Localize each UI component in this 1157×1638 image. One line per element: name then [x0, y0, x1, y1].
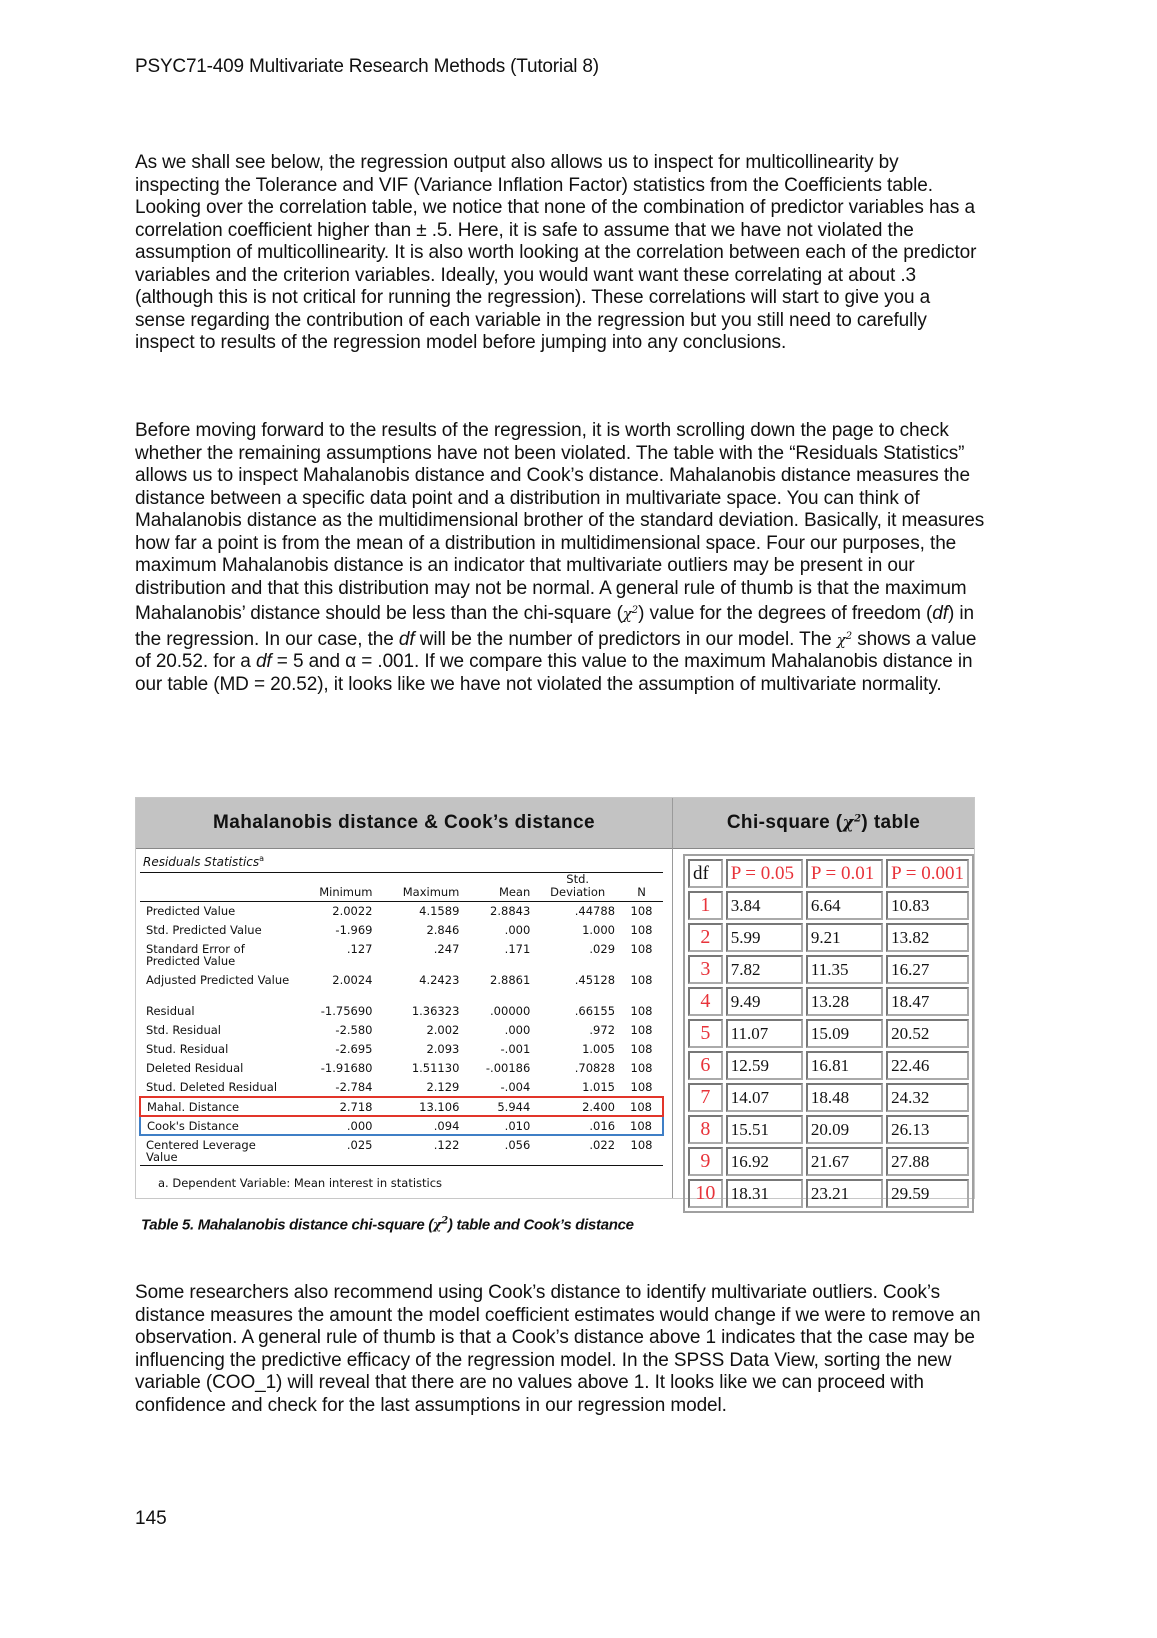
- table-header-row: [140, 873, 663, 902]
- cell-mean: 2.8843: [490, 904, 531, 918]
- cell-p05: 14.07: [726, 1083, 803, 1112]
- cell-n: 108: [630, 1137, 653, 1152]
- df-term: df: [255, 651, 272, 672]
- cell-mean: .056: [504, 1137, 531, 1152]
- cell-max: .122: [433, 1137, 460, 1152]
- cell-df: 7: [688, 1083, 723, 1112]
- paragraph-cooks-distance: Some researchers also recommend using Cook’s distance to identify multivariate outliers. Cook’s distance measures the amount the model coefficient estimates would change if we were to remove an observation. A general rule of thumb is that a Cook’s distance above 1 indicates that the case may be influencing the predictive efficacy of the regression model. In the SPSS Data View, sorting the new variable (COO_1) will reveal that there are no values above 1. It looks like we can proceed with confidence and check for the last assumptions in our regression model.: [135, 1282, 981, 1416]
- chi-superscript: 2: [631, 605, 639, 616]
- chi-symbol: [623, 605, 638, 623]
- cell-mean: -.00186: [485, 1060, 531, 1075]
- cell-p001: 22.46: [886, 1051, 969, 1080]
- row-label: Std. Residual: [146, 1022, 221, 1037]
- cell-p01: 13.28: [806, 987, 883, 1016]
- cell-p01: 16.81: [806, 1051, 883, 1080]
- cell-p001: 18.47: [886, 987, 969, 1016]
- heading-text: Chi-square (: [726, 812, 843, 833]
- row-label: Adjusted Predicted Value: [146, 972, 290, 987]
- table-row: [140, 902, 663, 921]
- col-header-p01: P = 0.01: [806, 859, 883, 888]
- chi-square-panel: [673, 798, 974, 1204]
- row-label: Cook's Distance: [140, 1116, 295, 1135]
- col-header-line: Std.: [566, 872, 590, 886]
- chi-superscript: 2: [845, 630, 853, 642]
- cell-mean: .000: [504, 922, 531, 937]
- figure-table-5: [135, 797, 975, 1204]
- table-row-mahal-distance-highlighted: [140, 1097, 663, 1116]
- cell-p05: 18.31: [726, 1179, 803, 1208]
- cell-mean: 2.8861: [490, 972, 531, 987]
- cell-df: 4: [688, 987, 723, 1016]
- cell-max: .094: [378, 1116, 465, 1135]
- cell-sd: .016: [535, 1116, 620, 1135]
- cell-mean: .171: [504, 941, 531, 956]
- cell-p001: 20.52: [886, 1019, 969, 1048]
- cell-n: 108: [630, 1079, 653, 1094]
- residuals-panel: [136, 798, 673, 1198]
- table-row: [140, 940, 663, 971]
- table-row-cooks-distance-highlighted: [140, 1116, 663, 1135]
- cell-sd: .70828: [574, 1060, 616, 1075]
- cell-p05: 12.59: [726, 1051, 803, 1080]
- cell-min: -2.580: [335, 1022, 373, 1037]
- cell-sd: .44788: [574, 904, 616, 918]
- col-header-std-deviation: [535, 873, 620, 902]
- cell-n: 108: [630, 922, 653, 937]
- cell-max: 2.002: [426, 1022, 460, 1037]
- chi-row: [688, 1147, 969, 1176]
- cell-df: 6: [688, 1051, 723, 1080]
- row-label: Predicted Value: [146, 904, 236, 918]
- cell-p05: 11.07: [726, 1019, 803, 1048]
- chi-symbol: [433, 1218, 448, 1233]
- cell-n: 108: [630, 904, 653, 918]
- cell-min: -1.969: [335, 922, 373, 937]
- cell-n: 108: [630, 941, 653, 956]
- table-footnote: a. Dependent Variable: Mean interest in statistics: [158, 1176, 443, 1190]
- cell-p001: 27.88: [886, 1147, 969, 1176]
- text-run: = 5 and α = .001. If we compare this value to the maximum Mahalanobis distance in our table (MD = 20.52), it looks like we have not violated the assumption of multivariate normality.: [135, 651, 973, 695]
- row-label: Deleted Residual: [146, 1060, 244, 1075]
- table-caption: [141, 1216, 634, 1233]
- col-header-maximum: Maximum: [402, 885, 460, 899]
- cell-p05: 3.84: [726, 891, 803, 920]
- col-header-minimum: Minimum: [319, 885, 373, 899]
- chi-letter: χ: [836, 630, 846, 649]
- cell-max: 4.2423: [419, 972, 460, 987]
- cell-sd: 1.000: [582, 922, 616, 937]
- cell-n: 108: [630, 1003, 653, 1018]
- cell-sd: 1.015: [582, 1079, 616, 1094]
- chi-header-row: [688, 859, 969, 888]
- chi-square-panel-heading: [673, 798, 974, 849]
- df-term: df: [932, 603, 948, 624]
- cell-n: 108: [630, 1022, 653, 1037]
- cell-min: .127: [346, 941, 373, 956]
- chi-superscript: 2: [441, 1216, 448, 1227]
- caption-text: ) table and Cook’s distance: [447, 1216, 634, 1234]
- row-label: Mahal. Distance: [140, 1097, 295, 1116]
- chi-row: [688, 1179, 969, 1208]
- chi-row: [688, 955, 969, 984]
- cell-max: 1.36323: [411, 1003, 460, 1018]
- chi-row: [688, 1019, 969, 1048]
- cell-mean: .010: [464, 1116, 535, 1135]
- paragraph-mahalanobis: [135, 420, 985, 696]
- cell-max: .247: [433, 941, 460, 956]
- text-run: ) value for the degrees of freedom (: [638, 603, 933, 624]
- row-label: Residual: [146, 1003, 195, 1018]
- cell-df: 9: [688, 1147, 723, 1176]
- text-run: Before moving forward to the results of the regression, it is worth scrolling down the page to check whether the remaining assumptions have not been violated. The table with the “Residuals Statistics” allows us to inspect Mahalanobis distance and Cook’s distance. Mahalanobis distance measures the distance between a specific data point and a distribution in multivariate space. You can think of Mahalanobis distance as the multidimensional brother of the standard deviation. Basically, it measures how far a point is from the mean of a distribution in multidimensional space. Four our purposes, the maximum Mahalanobis distance is an indicator that multivariate outliers may be present in our distribution and that this distribution may not be normal. A general rule of thumb is that the maximum Mahalanobis’ distance should be less than the chi-square (: [135, 420, 985, 624]
- cell-sd: .029: [589, 941, 616, 956]
- chi-superscript: 2: [854, 813, 862, 825]
- page-number: 145: [135, 1508, 167, 1529]
- cell-p001: 29.59: [886, 1179, 969, 1208]
- footnote-marker: a: [259, 854, 265, 863]
- chi-row: [688, 1051, 969, 1080]
- cell-mean: .00000: [490, 1003, 531, 1018]
- text-run: will be the number of predictors in our model. The: [414, 628, 837, 650]
- cell-sd: 1.005: [582, 1041, 616, 1056]
- residuals-panel-heading: Mahalanobis distance & Cook’s distance: [136, 798, 672, 849]
- cell-df: 1: [688, 891, 723, 920]
- table-row: [140, 1135, 663, 1166]
- cell-max: 4.1589: [419, 904, 460, 918]
- table-row: [140, 1059, 663, 1078]
- chi-letter: χ: [432, 1218, 442, 1234]
- cell-df: 5: [688, 1019, 723, 1048]
- row-label: Standard Error of Predicted Value: [146, 941, 245, 968]
- running-header: PSYC71-409 Multivariate Research Methods (Tutorial 8): [135, 56, 599, 77]
- cell-p001: 13.82: [886, 923, 969, 952]
- residuals-table-title: [143, 854, 264, 869]
- cell-max: 13.106: [378, 1097, 465, 1116]
- cell-min: -2.784: [335, 1079, 373, 1094]
- row-label: Stud. Deleted Residual: [146, 1079, 278, 1094]
- cell-n: 108: [630, 1041, 653, 1056]
- chi-symbol: [837, 631, 852, 649]
- cell-min: .000: [295, 1116, 378, 1135]
- cell-n: 108: [620, 1097, 663, 1116]
- cell-min: -2.695: [335, 1041, 373, 1056]
- cell-min: 2.718: [295, 1097, 378, 1116]
- chi-row: [688, 1115, 969, 1144]
- cell-p001: 10.83: [886, 891, 969, 920]
- cell-p05: 15.51: [726, 1115, 803, 1144]
- row-label: Centered Leverage Value: [146, 1137, 256, 1164]
- table-row: [140, 1040, 663, 1059]
- table-row: [140, 971, 663, 1002]
- table-row: [140, 1021, 663, 1040]
- cell-sd: .66155: [574, 1003, 616, 1018]
- cell-p01: 21.67: [806, 1147, 883, 1176]
- col-header-n: N: [637, 885, 646, 899]
- chi-square-critical-values-table: [683, 854, 974, 1213]
- cell-mean: -.001: [500, 1041, 531, 1056]
- cell-sd: .972: [589, 1022, 616, 1037]
- cell-p01: 9.21: [806, 923, 883, 952]
- col-header-mean: Mean: [498, 885, 531, 899]
- cell-sd: .45128: [574, 972, 616, 987]
- row-label: Stud. Residual: [146, 1041, 229, 1056]
- cell-p01: 11.35: [806, 955, 883, 984]
- cell-p01: 23.21: [806, 1179, 883, 1208]
- cell-n: 108: [620, 1116, 663, 1135]
- cell-max: 2.846: [426, 922, 460, 937]
- cell-max: 2.093: [426, 1041, 460, 1056]
- cell-p05: 7.82: [726, 955, 803, 984]
- stub-header: [140, 873, 295, 902]
- cell-p001: 26.13: [886, 1115, 969, 1144]
- cell-n: 108: [630, 972, 653, 987]
- table-row: [140, 1002, 663, 1021]
- df-term: df: [398, 628, 415, 650]
- cell-p01: 6.64: [806, 891, 883, 920]
- cell-p001: 16.27: [886, 955, 969, 984]
- chi-symbol: [842, 813, 861, 833]
- cell-min: 2.0022: [332, 904, 373, 918]
- cell-p05: 9.49: [726, 987, 803, 1016]
- cell-min: 2.0024: [332, 972, 373, 987]
- col-header-df: df: [688, 859, 723, 888]
- chi-letter: χ: [842, 813, 855, 833]
- cell-df: 10: [688, 1179, 723, 1208]
- table-row: [140, 921, 663, 940]
- cell-df: 8: [688, 1115, 723, 1144]
- text-run: shows a value of 20.52. for a: [135, 628, 977, 672]
- paragraph-multicollinearity: As we shall see below, the regression output also allows us to inspect for multicollinearity by inspecting the Tolerance and VIF (Variance Inflation Factor) statistics from the Coefficients table. Looking over the correlation table, we notice that none of the combination of predictor variables has a correlation coefficient higher than ± .5. Here, it is safe to assume that we have not violated the assumption of multicollinearity. It is also worth looking at the correlation between each of the predictor variables and the criterion variables. Ideally, you would want want these correlating at about .3 (although this is not critical for running the regression). These correlations will start to give you a sense regarding the contribution of each variable in the regression but you still need to carefully inspect to results of the regression model before jumping into any conclusions.: [135, 152, 977, 353]
- cell-p01: 20.09: [806, 1115, 883, 1144]
- cell-df: 2: [688, 923, 723, 952]
- chi-row: [688, 987, 969, 1016]
- chi-row: [688, 923, 969, 952]
- cell-min: -1.75690: [320, 1003, 373, 1018]
- caption-text: Table 5. Mahalanobis distance chi-square (: [141, 1216, 433, 1234]
- chi-row: [688, 891, 969, 920]
- col-header-p001: P = 0.001: [886, 859, 969, 888]
- row-label: Std. Predicted Value: [146, 922, 262, 937]
- cell-mean: .000: [504, 1022, 531, 1037]
- cell-mean: 5.944: [464, 1097, 535, 1116]
- cell-df: 3: [688, 955, 723, 984]
- cell-p05: 5.99: [726, 923, 803, 952]
- cell-n: 108: [630, 1060, 653, 1075]
- heading-text: ) table: [861, 812, 921, 833]
- cell-sd: .022: [589, 1137, 616, 1152]
- col-header-line: Deviation: [550, 885, 606, 899]
- cell-sd: 2.400: [535, 1097, 620, 1116]
- chi-letter: χ: [622, 605, 632, 623]
- cell-p01: 15.09: [806, 1019, 883, 1048]
- cell-min: .025: [346, 1137, 373, 1152]
- residuals-statistics-table: [139, 872, 664, 1166]
- table-row: [140, 1078, 663, 1097]
- cell-max: 1.51130: [411, 1060, 460, 1075]
- cell-min: -1.91680: [320, 1060, 373, 1075]
- cell-p01: 18.48: [806, 1083, 883, 1112]
- cell-mean: -.004: [500, 1079, 531, 1094]
- cell-max: 2.129: [426, 1079, 460, 1094]
- chi-row: [688, 1083, 969, 1112]
- cell-p001: 24.32: [886, 1083, 969, 1112]
- text-run: ) in the regression. In our case, the: [135, 603, 974, 650]
- cell-p05: 16.92: [726, 1147, 803, 1176]
- residuals-title-text: Residuals Statistics: [143, 855, 260, 869]
- col-header-p05: P = 0.05: [726, 859, 803, 888]
